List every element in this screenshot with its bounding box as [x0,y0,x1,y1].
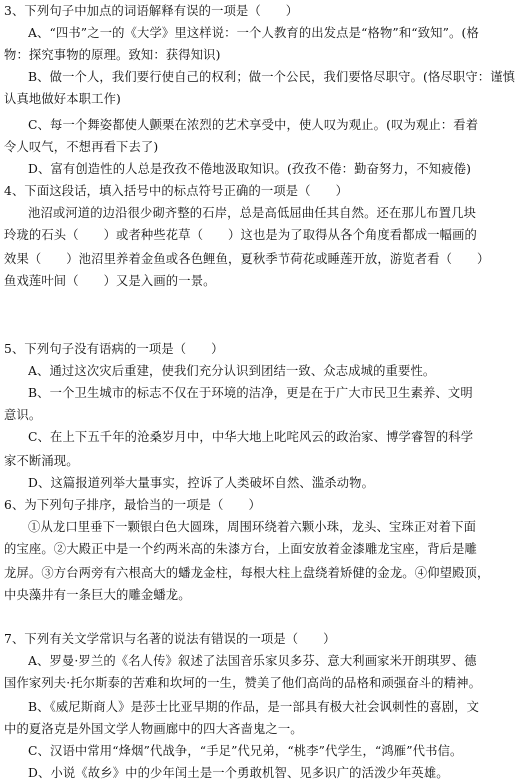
q7-option-a-line1: A、罗曼·罗兰的《名人传》叙述了法国音乐家贝多芬、意大利画家米开朗琪罗、德 [28,654,477,668]
q5-option-b-line2: 意识。 [4,408,42,422]
q3-option-c-line2: 令人叹气，不想再看下去了) [4,140,159,154]
q5-option-c-line1: C、在上下五千年的沧桑岁月中，中华大地上叱咤风云的政治家、博学睿智的科学 [28,430,474,444]
question-5-stem: 5、下列句子没有语病的一项是（ ） [4,342,224,356]
q3-option-a-line2: 物：探究事物的原理。致知：获得知识) [4,48,221,62]
question-3-stem: 3、下列句子中加点的词语解释有误的一项是（ ） [4,4,299,18]
q6-passage-line2: 的宝座。②大殿正中是一个约两米高的朱漆方台，上面安放着金漆雕龙宝座，背后是雕 [4,542,477,556]
q4-passage-line1: 池沼或河道的边沿很少砌齐整的石岸，总是高低屈曲任其自然。还在那儿布置几块 [28,206,477,220]
q7-option-d: D、小说《故乡》中的少年闰土是一个勇敢机智、见多识广的活泼少年英雄。 [28,766,449,780]
q4-passage-line4: 鱼戏莲叶间（ ）又是入画的一景。 [4,274,216,288]
q5-option-b-line1: B、一个卫生城市的标志不仅在于环境的洁净，更是在于广大市民卫生素养、文明 [28,386,473,400]
question-6-stem: 6、为下列句子排序，最恰当的一项是（ ） [4,498,261,512]
q6-passage-line3: 龙屏。③方台两旁有六根高大的蟠龙金柱，每根大柱上盘绕着矫健的金龙。④仰望殿顶， [4,566,490,580]
q3-option-d: D、富有创造性的人总是孜孜不倦地汲取知识。(孜孜不倦：勤奋努力，不知疲倦) [28,162,472,176]
q5-option-d: D、这篇报道列举大量事实，控诉了人类破坏自然、滥杀动物。 [28,476,375,490]
q7-option-c: C、汉语中常用“烽烟”代战争，“手足”代兄弟，“桃李”代学生，“鸿雁”代书信。 [28,744,463,758]
q7-option-b-line1: B、《威尼斯商人》是莎士比亚早期的作品，是一部具有极大社会讽刺性的喜剧，文 [28,700,480,714]
q6-passage-line1: ①从龙口里垂下一颗银白色大圆珠，周围环绕着六颗小珠，龙头、宝珠正对着下面 [28,520,477,534]
q3-option-b-line2: 认真地做好本职工作) [4,92,121,106]
q6-passage-line4: 中央藻井有一条巨大的雕金蟠龙。 [4,588,191,602]
q7-option-a-line2: 国作家列夫·托尔斯泰的苦难和坎坷的一生，赞美了他们高尚的品格和顽强奋斗的精神。 [4,676,482,690]
q7-option-b-line2: 中的夏洛克是外国文学人物画廊中的四大吝啬鬼之一。 [4,722,303,736]
question-4-stem: 4、下面这段话，填入括号中的标点符号正确的一项是（ ） [4,184,349,198]
q5-option-a: A、通过这次灾后重建，使我们充分认识到团结一致、众志成城的重要性。 [28,364,436,378]
q3-option-a-line1: A、“四书”之一的《大学》里这样说：一个人教育的出发点是“格物”和“致知”。(格 [28,26,479,40]
q5-option-c-line2: 家不断涌现。 [4,454,79,468]
question-7-stem: 7、下列有关文学常识与名著的说法有错误的一项是（ ） [4,632,336,646]
q3-option-b-line1: B、做一个人，我们要行使自己的权利；做一个公民，我们要恪尽职守。(恪尽职守：谨慎 [28,70,516,84]
q4-passage-line2: 玲珑的石头（ ）或者种些花草（ ）这也是为了取得从各个角度看都成一幅画的 [4,228,477,242]
q4-passage-line3: 效果（ ）池沼里养着金鱼或各色鲤鱼，夏秋季节荷花或睡莲开放，游览者看（ ） [4,252,490,266]
q3-option-c-line1: C、每一个舞姿都使人颤栗在浓烈的艺术享受中，使人叹为观止。(叹为观止：看着 [28,118,479,132]
